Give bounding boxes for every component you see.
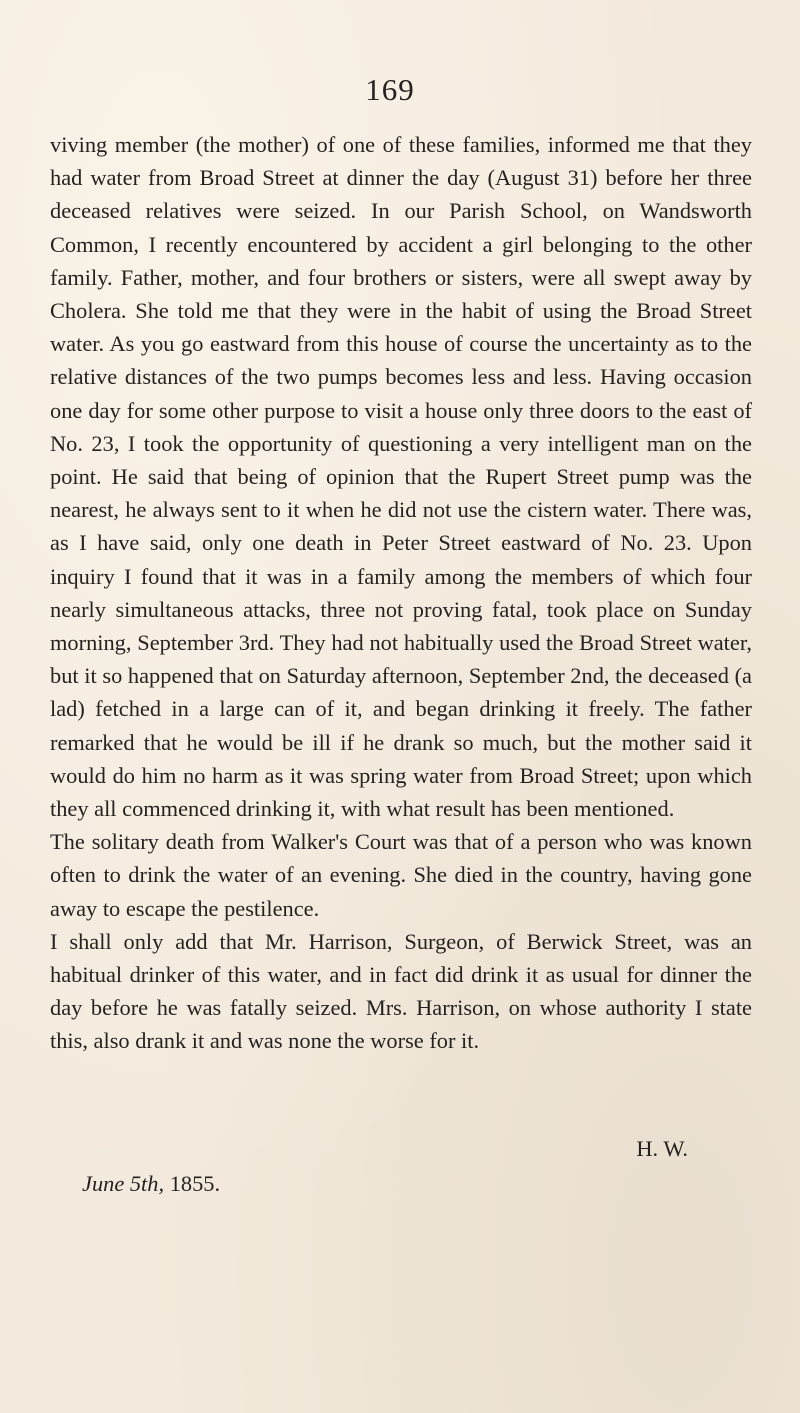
dateline bbox=[82, 1171, 220, 1197]
body-text bbox=[50, 128, 752, 1058]
dateline-year: 1855. bbox=[169, 1171, 221, 1196]
paragraph-3: I shall only add that Mr. Harrison, Surgeon, of Berwick Street, was an habitual drinker of this water, and in fact did drink it as usual for dinner the day before he was fatally seized. Mrs. Harrison, on whose authority I state this, also drank it and was none the worse for it. bbox=[50, 928, 752, 1054]
paragraph-2: The solitary death from Walker's Court was that of a person who was known often to drink the water of an evening. She died in the country, having gone away to escape the pestilence. bbox=[50, 829, 752, 921]
page-number: 169 bbox=[365, 72, 415, 107]
paragraph-1: viving member (the mother) of one of these families, informed me that they had water from Broad Street at dinner the day (August 31) before her three deceased relatives were seized. In our Parish School, on Wandsworth Common, I recently encountered by accident a girl belonging to the other family. Father, mother, and four brothers or sisters, were all swept away by Cholera. She told me that they were in the habit of using the Broad Street water. As you go eastward from this house of course the uncertainty as to the relative distances of the two pumps becomes less and less. Having occasion one day for some other purpose to visit a house only three doors to the east of No. 23, I took the opportunity of questioning a very intelligent man on the point. He said that being of opinion that the Rupert Street pump was the nearest, he always sent to it when he did not use the cistern water. There was, as I have said, only one death in Peter Street eastward of No. 23. Upon inquiry I found that it was in a family among the members of which four nearly simultaneous attacks, three not proving fatal, took place on Sunday morning, September 3rd. They had not habitually used the Broad Street water, but it so happened that on Saturday afternoon, September 2nd, the deceased (a lad) fetched in a large can of it, and began drinking it freely. The father remarked that he would be ill if he drank so much, but the mother said it would do him no harm as it was spring water from Broad Street; upon which they all commenced drinking it, with what result has been mentioned. bbox=[50, 132, 752, 822]
author-initials: H. W. bbox=[636, 1136, 688, 1161]
dateline-month-day: June 5th, bbox=[82, 1171, 165, 1196]
